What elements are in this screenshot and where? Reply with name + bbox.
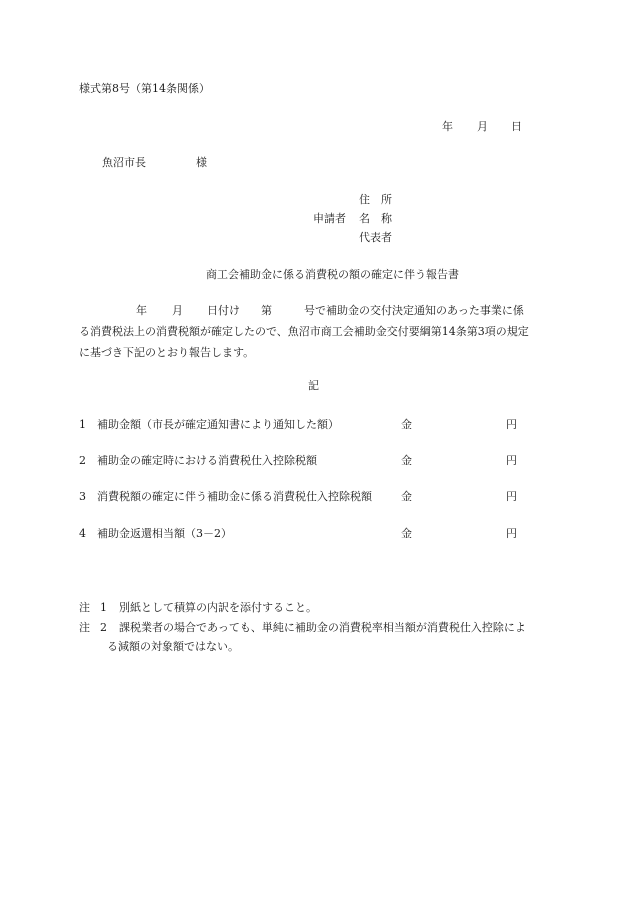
- body-line-2: る消費税法上の消費税額が確定したので、魚沼市商工会補助金交付要綱第14条第3項の規定: [79, 325, 529, 338]
- note-number: 2: [100, 621, 107, 634]
- body-line-1-rest: 号で補助金の交付決定通知のあった事業に係: [304, 304, 524, 317]
- item-label: 補助金の確定時における消費税仕入控除税額: [97, 454, 317, 467]
- item-number: 4: [79, 527, 86, 540]
- note-text: 課税業者の場合であっても、単純に補助金の消費税率相当額が消費税仕入控除によ: [119, 621, 526, 634]
- item-yen-label: 円: [506, 490, 517, 503]
- date-month-label: 月: [477, 120, 488, 133]
- note-number: 1: [100, 601, 107, 614]
- body-line-1: [79, 300, 549, 321]
- note-text-continuation: る減額の対象額ではない。: [107, 640, 239, 653]
- item-label: 補助金返還相当額（3－2）: [97, 527, 232, 540]
- item-kin-label: 金: [401, 418, 412, 431]
- item-kin-label: 金: [401, 490, 412, 503]
- item-number: 3: [79, 490, 86, 503]
- note-prefix: 注: [79, 601, 90, 614]
- body-line-3: に基づき下記のとおり報告します。: [79, 346, 255, 359]
- addressee-honorific: 様: [196, 156, 207, 169]
- applicant-name-label: 名 称: [359, 212, 392, 225]
- body-number-prefix: 第: [261, 304, 272, 317]
- date-day-label: 日: [511, 120, 522, 133]
- note-text: 別紙として積算の内訳を添付すること。: [119, 601, 317, 614]
- form-number: 様式第8号（第14条関係）: [79, 82, 210, 95]
- body-month-label: 月: [172, 304, 183, 317]
- body-day-dated-label: 日付け: [207, 304, 240, 317]
- applicant-representative-label: 代表者: [359, 231, 392, 244]
- document-title: 商工会補助金に係る消費税の額の確定に伴う報告書: [206, 268, 459, 281]
- applicant-address-label: 住 所: [359, 193, 392, 206]
- item-number: 2: [79, 454, 86, 467]
- applicant-label: 申請者: [313, 212, 346, 225]
- item-yen-label: 円: [506, 454, 517, 467]
- body-year-label: 年: [136, 304, 147, 317]
- item-label: 消費税額の確定に伴う補助金に係る消費税仕入控除税額: [97, 490, 372, 503]
- item-kin-label: 金: [401, 454, 412, 467]
- body-paragraph: [79, 300, 549, 363]
- addressee-name: 魚沼市長: [102, 156, 146, 169]
- item-yen-label: 円: [506, 527, 517, 540]
- item-yen-label: 円: [506, 418, 517, 431]
- item-number: 1: [79, 418, 86, 431]
- date-year-label: 年: [442, 120, 453, 133]
- ki-heading: 記: [308, 379, 319, 392]
- item-kin-label: 金: [401, 527, 412, 540]
- item-label: 補助金額（市長が確定通知書により通知した額）: [97, 418, 339, 431]
- note-prefix: 注: [79, 621, 90, 634]
